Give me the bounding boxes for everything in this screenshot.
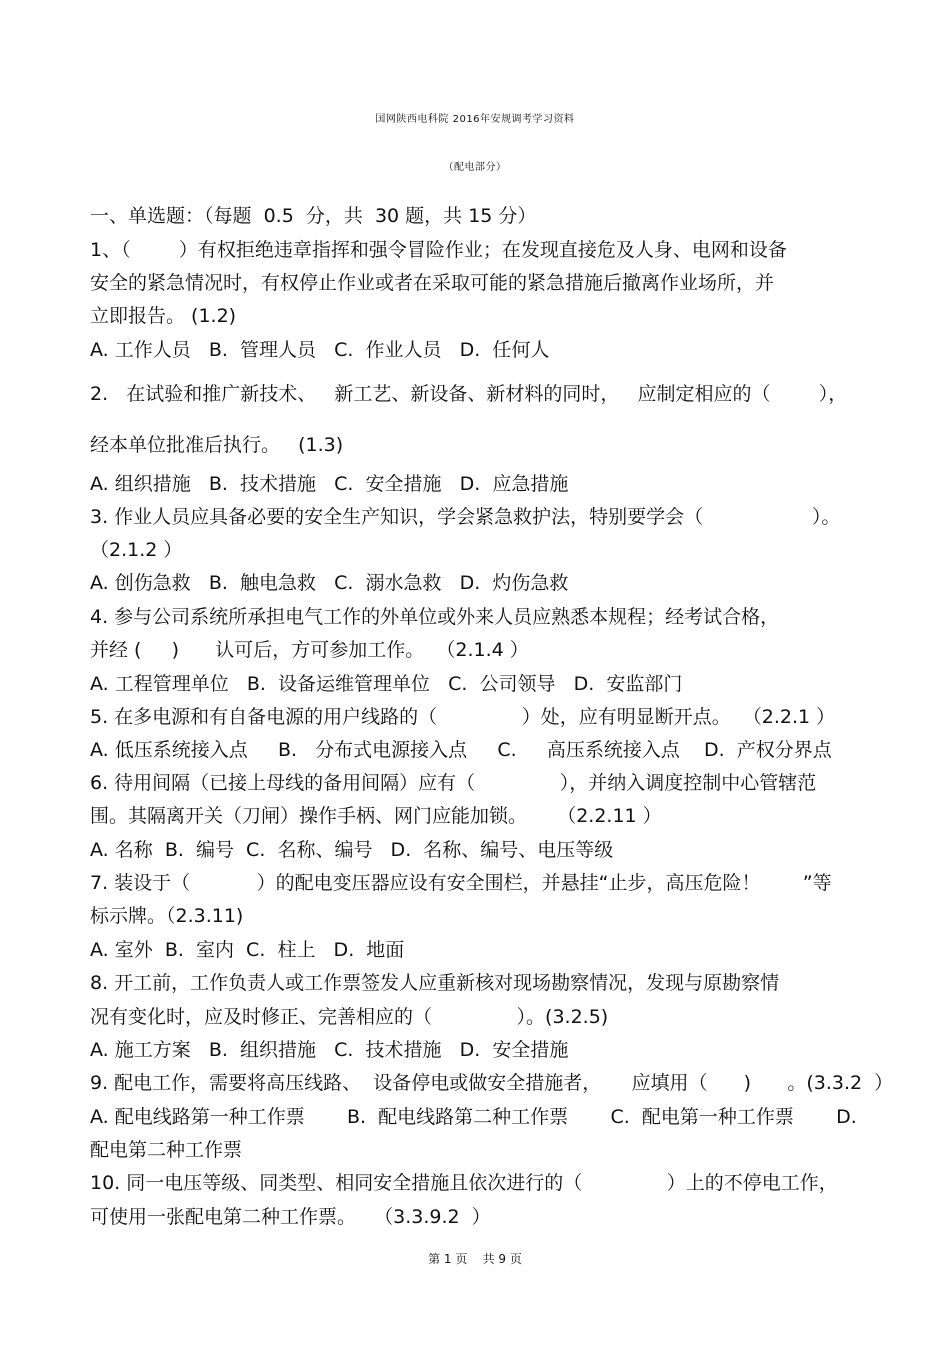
answer-options: A. 低压系统接入点 B. 分布式电源接入点 C. 高压系统接入点 D. 产权分界点 <box>90 739 832 761</box>
document-title: 国网陕西电科院 2016年安规调考学习资料 <box>375 114 575 125</box>
text-line: 3. 作业人员应具备必要的安全生产知识，学会紧急救护法，特别要学会（ ）。 <box>90 506 841 528</box>
text-line: （2.1.2 ） <box>90 539 183 561</box>
text-line: 8. 开工前，工作负责人或工作票签发人应重新核对现场勘察情况，发现与原勘察情 <box>90 972 780 994</box>
text-line: 立即报告。 (1.2) <box>90 305 237 327</box>
answer-options: A. 工程管理单位 B. 设备运维管理单位 C. 公司领导 D. 安监部门 <box>90 673 683 695</box>
answer-options: 配电第二种工作票 <box>90 1139 243 1161</box>
answer-options: A. 配电线路第一种工作票 B. 配电线路第二种工作票 C. 配电第一种工作票 D. <box>90 1106 857 1128</box>
answer-options: A. 名称 B. 编号 C. 名称、编号 D. 名称、编号、电压等级 <box>90 839 614 861</box>
section-heading: 一、单选题：（每题 0.5 分，共 30 题，共 15 分） <box>90 205 537 227</box>
text-line: 标示牌。（2.3.11) <box>90 905 244 927</box>
text-line: 并经 ( ) 认可后，方可参加工作。 （2.1.4 ） <box>90 639 529 661</box>
text-line: 4. 参与公司系统所承担电气工作的外单位或外来人员应熟悉本规程；经考试合格， <box>90 606 780 628</box>
page-footer: 第 1 页 共 9 页 <box>428 1252 522 1266</box>
text-line: 况有变化时，应及时修正、完善相应的（ ）。(3.2.5) <box>90 1006 609 1028</box>
text-line: 可使用一张配电第二种工作票。 （3.3.9.2 ） <box>90 1206 491 1228</box>
text-line: 7. 装设于（ ）的配电变压器应设有安全围栏，并悬挂“止步，高压危险！ ”等 <box>90 872 832 894</box>
answer-options: A. 组织措施 B. 技术措施 C. 安全措施 D. 应急措施 <box>90 473 569 495</box>
text-line: 经本单位批准后执行。 (1.3) <box>90 434 344 456</box>
text-line: 6. 待用间隔（已接上母线的备用间隔）应有（ ），并纳入调度控制中心管辖范 <box>90 772 817 794</box>
text-line: 2. 在试验和推广新技术、 新工艺、新设备、新材料的同时， 应制定相应的（ ）， <box>90 383 848 405</box>
text-line: 10. 同一电压等级、同类型、相同安全措施且依次进行的（ ）上的不停电工作， <box>90 1172 838 1194</box>
answer-options: A. 施工方案 B. 组织措施 C. 技术措施 D. 安全措施 <box>90 1039 569 1061</box>
text-line: 围。其隔离开关（刀闸）操作手柄、网门应能加锁。 （2.2.11 ） <box>90 805 662 827</box>
answer-options: A. 创伤急救 B. 触电急救 C. 溺水急救 D. 灼伤急救 <box>90 572 569 594</box>
text-line: 1、（ ）有权拒绝违章指挥和强令冒险作业；在发现直接危及人身、电网和设备 <box>90 239 787 261</box>
answer-options: A. 工作人员 B. 管理人员 C. 作业人员 D. 任何人 <box>90 339 550 361</box>
document-subtitle: （配电部分） <box>443 162 507 173</box>
text-line: 5. 在多电源和有自备电源的用户线路的（ ）处，应有明显断开点。 （2.2.1 ） <box>90 706 836 728</box>
text-line: 安全的紧急情况时，有权停止作业或者在采取可能的紧急措施后撤离作业场所，并 <box>90 272 775 294</box>
answer-options: A. 室外 B. 室内 C. 柱上 D. 地面 <box>90 939 405 961</box>
text-line: 9. 配电工作，需要将高压线路、 设备停电或做安全措施者， 应填用（ ) 。(3.3.2 ） <box>90 1072 894 1094</box>
